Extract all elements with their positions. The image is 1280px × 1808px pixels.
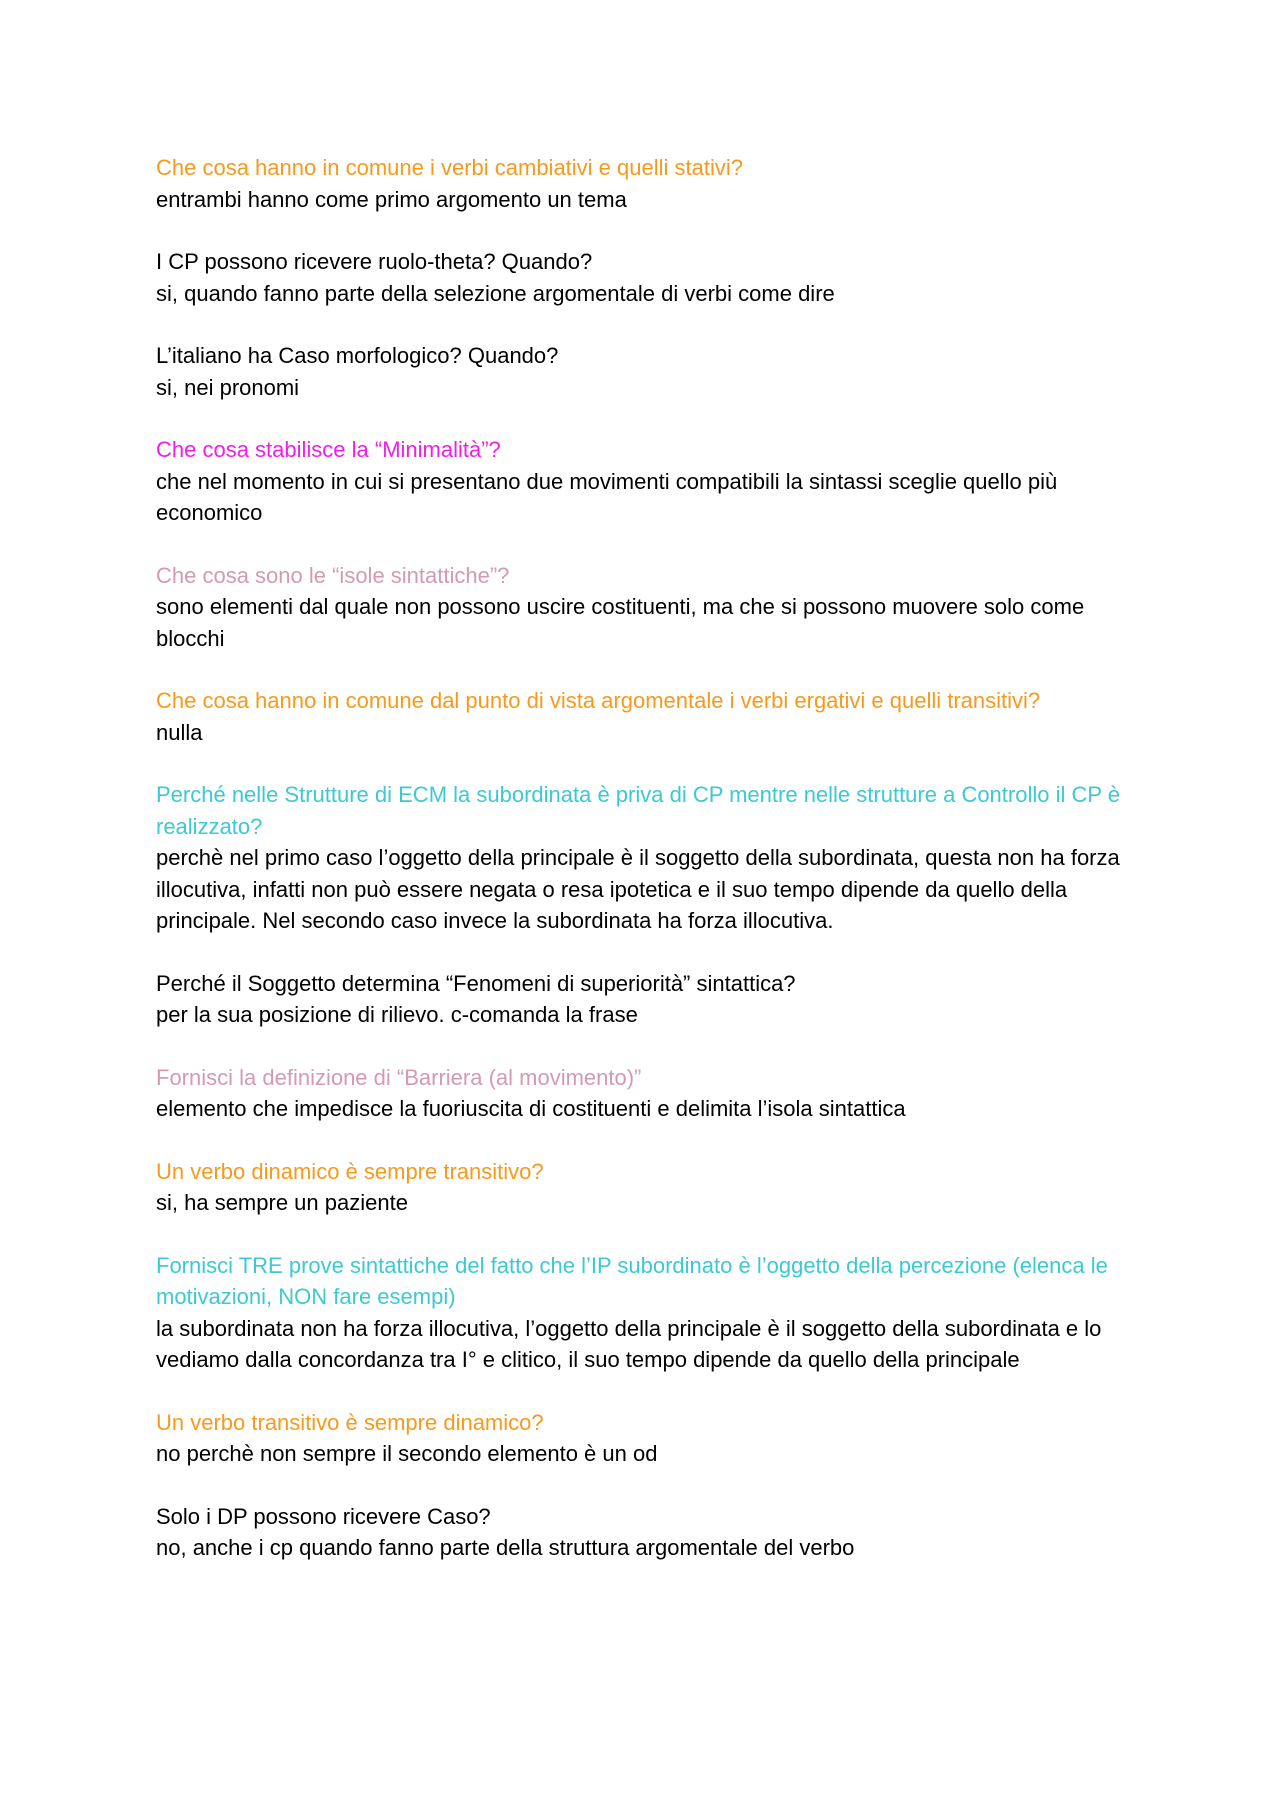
question: L’italiano ha Caso morfologico? Quando? (156, 343, 559, 368)
question: Fornisci la definizione di “Barriera (al movimento)” (156, 1064, 642, 1090)
question: Un verbo transitivo è sempre dinamico? (156, 1409, 544, 1435)
question: Che cosa hanno in comune dal punto di vista argomentale i verbi ergativi e quelli transitivi? (156, 688, 1041, 713)
answer: no perchè non sempre il secondo elemento è un od (156, 1441, 658, 1466)
qa-item-3 (156, 340, 1146, 403)
qa-item-6 (156, 685, 1146, 748)
answer: per la sua posizione di rilievo. c-comanda la frase (156, 1002, 638, 1027)
question: Un verbo dinamico è sempre transitivo? (156, 1158, 544, 1184)
answer: si, quando fanno parte della selezione argomentale di verbi come dire (156, 280, 835, 306)
answer: elemento che impedisce la fuoriuscita di costituenti e delimita l’isola sintattica (156, 1096, 906, 1121)
qa-item-12 (156, 1407, 1146, 1470)
qa-item-4 (156, 434, 1146, 529)
answer: entrambi hanno come primo argomento un tema (156, 186, 627, 212)
qa-item-5 (156, 560, 1146, 655)
qa-item-2 (156, 246, 1146, 309)
question: Fornisci TRE prove sintattiche del fatto che l’IP subordinato è l’oggetto della percezione (elenca le motivazioni, NON fare esempi) (156, 1252, 1108, 1309)
question: I CP possono ricevere ruolo-theta? Quando? (156, 249, 593, 274)
qa-item-1 (156, 152, 1146, 215)
answer: si, ha sempre un paziente (156, 1190, 408, 1215)
question: Perché il Soggetto determina “Fenomeni di superiorità” sintattica? (156, 970, 796, 996)
qa-item-11 (156, 1250, 1146, 1376)
qa-item-7 (156, 779, 1146, 937)
answer: che nel momento in cui si presentano due movimenti compatibili la sintassi sceglie quello più economico (156, 468, 1058, 525)
answer: perchè nel primo caso l’oggetto della principale è il soggetto della subordinata, questa non ha forza illocutiva, infatti non può essere negata o resa ipotetica e il suo tempo dipende da quello della principale. Nel secondo caso invece la subordinata ha forza illocutiva. (156, 845, 1120, 933)
qa-item-10 (156, 1156, 1146, 1219)
document-page (156, 152, 1146, 1595)
qa-item-9 (156, 1062, 1146, 1125)
answer: nulla (156, 719, 203, 745)
question: Solo i DP possono ricevere Caso? (156, 1503, 491, 1529)
qa-item-8 (156, 968, 1146, 1031)
answer: la subordinata non ha forza illocutiva, l’oggetto della principale è il soggetto della subordinata e lo vediamo dalla concordanza tra I° e clitico, il suo tempo dipende da quello della principale (156, 1315, 1102, 1372)
question: Che cosa stabilisce la “Minimalità”? (156, 437, 501, 462)
question: Perché nelle Strutture di ECM la subordinata è priva di CP mentre nelle strutture a Controllo il CP è realizzato? (156, 782, 1120, 839)
question: Che cosa hanno in comune i verbi cambiativi e quelli stativi? (156, 155, 743, 180)
qa-item-13 (156, 1501, 1146, 1564)
answer: si, nei pronomi (156, 374, 300, 400)
answer: no, anche i cp quando fanno parte della struttura argomentale del verbo (156, 1535, 855, 1560)
answer: sono elementi dal quale non possono uscire costituenti, ma che si possono muovere solo come blocchi (156, 594, 1085, 651)
question: Che cosa sono le “isole sintattiche”? (156, 562, 510, 588)
